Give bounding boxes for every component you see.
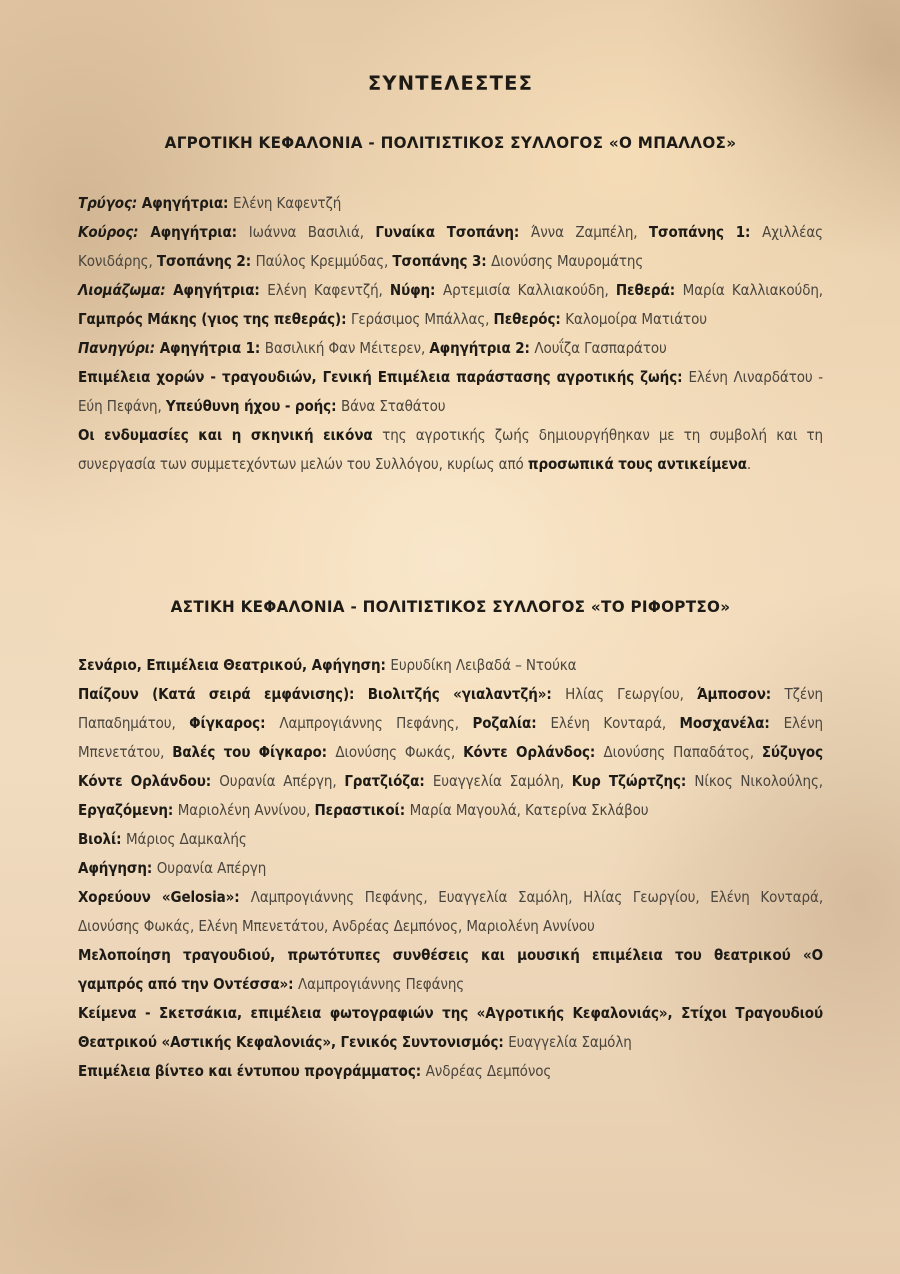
credit-name: Ευαγγελία Σαμόλη, — [432, 772, 572, 790]
credit-name: Ελένη Μπενετάτου, — [78, 714, 823, 761]
credit-paragraph — [78, 363, 823, 421]
credit-role: Φίγκαρος: — [189, 714, 280, 732]
page-title: ΣΥΝΤΕΛΕΣΤΕΣ — [367, 72, 534, 95]
credit-paragraph — [78, 276, 823, 334]
credit-name: Παύλος Κρεμμύδας, — [255, 252, 393, 270]
credit-name: Ιωάννα Βασιλιά, — [248, 223, 376, 241]
credit-role: Λιομάζωμα: — [78, 281, 174, 299]
credit-name: Ουρανία Απέργη, — [219, 772, 345, 790]
section-heading-astiki: ΑΣΤΙΚΗ ΚΕΦΑΛΟΝΙΑ - ΠΟΛΙΤΙΣΤΙΚΟΣ ΣΥΛΛΟΓΟΣ «ΤΟ ΡΙΦΟΡΤΣΟ» — [170, 598, 731, 616]
credit-name: Μαρία Μαγουλά, Κατερίνα Σκλάβου — [409, 801, 649, 819]
credit-role: Σενάριο, Επιμέλεια Θεατρικού, Αφήγηση: — [78, 656, 391, 674]
credit-paragraph — [78, 421, 823, 479]
credit-role: Αφηγήτρια: — [141, 194, 233, 212]
section-agrotiki-credits — [78, 189, 823, 479]
credit-name: Μάριος Δαμκαλής — [126, 830, 247, 848]
credit-name: Αχιλλέας Κονιδάρης, — [78, 223, 823, 270]
credit-name: Βασιλική Φαν Μέιτερεν, — [264, 339, 430, 357]
credit-role: Πεθερός: — [493, 310, 566, 328]
credit-role: Υπεύθυνη ήχου - ροής: — [165, 397, 341, 415]
credit-role: Πανηγύρι: — [78, 339, 160, 357]
credit-role: Γαμπρός Μάκης (γιος της πεθεράς): — [78, 310, 351, 328]
credit-role: Τσοπάνης 1: — [648, 223, 763, 241]
credit-role: Βαλές του Φίγκαρο: — [172, 743, 336, 761]
credit-name: Ευρυδίκη Λειβαδά – Ντούκα — [390, 656, 577, 674]
credit-name: Ηλίας Γεωργίου, — [565, 685, 697, 703]
credit-role: Τσοπάνης 3: — [392, 252, 492, 270]
credit-role: Αφήγηση: — [78, 859, 157, 877]
credit-role: Οι ενδυμασίες και η σκηνική εικόνα — [78, 426, 383, 444]
credit-name: Διονύσης Φωκάς, — [335, 743, 464, 761]
credit-name: Ουρανία Απέργη — [156, 859, 267, 877]
credit-role: Παίζουν (Κατά σειρά εμφάνισης): Βιολιτζής «γιαλαντζή»: — [78, 685, 566, 703]
credit-paragraph — [78, 825, 823, 854]
credit-role: Αφηγήτρια: — [173, 281, 268, 299]
credit-role: Αφηγήτρια 2: — [429, 339, 535, 357]
credit-paragraph — [78, 1057, 823, 1086]
credit-name: Ελένη Καφεντζή — [232, 194, 342, 212]
credit-role: Βιολί: — [78, 830, 127, 848]
credit-name: Μαρία Καλλιακούδη, — [682, 281, 823, 299]
credit-role: προσωπικά τους αντικείμενα — [527, 455, 747, 473]
credit-role: Κούρος: — [78, 223, 151, 241]
credit-paragraph — [78, 680, 823, 825]
credit-name: Μαριολένη Αννίνου, — [177, 801, 315, 819]
credit-name: Νίκος Νικολούλης, — [694, 772, 823, 790]
credit-role: Χορεύουν «Gelosia»: — [78, 888, 251, 906]
credit-name: Διονύσης Παπαδάτος, — [603, 743, 762, 761]
credit-name: Λαμπρογιάννης Πεφάνης — [298, 975, 465, 993]
credit-paragraph — [78, 941, 823, 999]
credit-name: Διονύσης Μαυρομάτης — [491, 252, 644, 270]
credit-paragraph — [78, 854, 823, 883]
credit-name: Λουΐζα Γασπαράτου — [534, 339, 667, 357]
credit-name: Άννα Ζαμπέλη, — [530, 223, 649, 241]
credit-role: Τσοπάνης 2: — [156, 252, 256, 270]
credit-name: Ανδρέας Δεμπόνος — [425, 1062, 552, 1080]
credit-role: Περαστικοί: — [314, 801, 410, 819]
credit-paragraph — [78, 218, 823, 276]
credit-role: Γρατζιόζα: — [344, 772, 433, 790]
section-astiki-credits — [78, 651, 823, 1086]
section-heading-agrotiki: ΑΓΡΟΤΙΚΗ ΚΕΦΑΛΟΝΙΑ - ΠΟΛΙΤΙΣΤΙΚΟΣ ΣΥΛΛΟΓΟΣ «Ο ΜΠΑΛΛΟΣ» — [164, 134, 737, 152]
credit-role: Αφηγήτρια 1: — [159, 339, 265, 357]
credit-paragraph — [78, 189, 823, 218]
credit-paragraph — [78, 334, 823, 363]
credit-role: Επιμέλεια χορών - τραγουδιών, Γενική Επιμέλεια παράστασης αγροτικής ζωής: — [78, 368, 689, 386]
credit-name: Λαμπρογιάννης Πεφάνης, Ευαγγελία Σαμόλη, Ηλίας Γεωργίου, Ελένη Κονταρά, Διονύσης Φωκάς, Ελένη Μπενετάτου, Ανδρέας Δεμπόνος, Μαριολένη Αννίνου — [78, 888, 824, 935]
credit-role: Μελοποίηση τραγουδιού, πρωτότυπες συνθέσεις και μουσική επιμέλεια του θεατρικού «Ο γαμπρός από την Οντέσσα»: — [78, 946, 823, 993]
credit-name: Γεράσιμος Μπάλλας, — [350, 310, 494, 328]
credit-name: Καλομοίρα Ματιάτου — [565, 310, 707, 328]
credit-paragraph — [78, 883, 823, 941]
credit-name: Τζένη Παπαδημάτου, — [78, 685, 824, 732]
credit-role: Τρύγος: — [78, 194, 142, 212]
credit-role: Κόντε Ορλάνδος: — [463, 743, 604, 761]
credit-name: Ευαγγελία Σαμόλη — [508, 1033, 632, 1051]
credit-role: Μοσχανέλα: — [679, 714, 784, 732]
credit-name: Βάνα Σταθάτου — [340, 397, 446, 415]
credit-name: . — [746, 455, 752, 473]
credit-role: Γυναίκα Τσοπάνη: — [375, 223, 531, 241]
credit-role: Αφηγήτρια: — [150, 223, 249, 241]
credit-name: Ελένη Λιναρδάτου - Εύη Πεφάνη, — [78, 368, 823, 415]
credit-role: Σύζυγος Κόντε Ορλάνδου: — [78, 743, 823, 790]
credit-paragraph — [78, 651, 823, 680]
credit-role: Άμποσον: — [696, 685, 785, 703]
credit-role: Κυρ Τζώρτζης: — [571, 772, 695, 790]
credit-role: Επιμέλεια βίντεο και έντυπου προγράμματος: — [78, 1062, 426, 1080]
credit-paragraph — [78, 999, 823, 1057]
credit-role: Νύφη: — [389, 281, 443, 299]
credit-name: Αρτεμισία Καλλιακούδη, — [442, 281, 616, 299]
credit-name: Ελένη Κονταρά, — [550, 714, 680, 732]
credit-name: Λαμπρογιάννης Πεφάνης, — [279, 714, 473, 732]
credit-role: Εργαζόμενη: — [78, 801, 178, 819]
credit-role: Ροζαλία: — [472, 714, 551, 732]
credit-role: Κείμενα - Σκετσάκια, επιμέλεια φωτογραφιών της «Αγροτικής Κεφαλονιάς», Στίχοι Τραγουδιού Θεατρικού «Αστικής Κεφαλονιάς», Γενικός Συντονισμός: — [78, 1004, 823, 1051]
credit-role: Πεθερά: — [615, 281, 683, 299]
credit-name: Ελένη Καφεντζή, — [267, 281, 390, 299]
credit-name: της αγροτικής ζωής δημιουργήθηκαν με τη συμβολή και τη συνεργασία των συμμετεχόντων μελών του Συλλόγου, κυρίως από — [78, 426, 823, 473]
